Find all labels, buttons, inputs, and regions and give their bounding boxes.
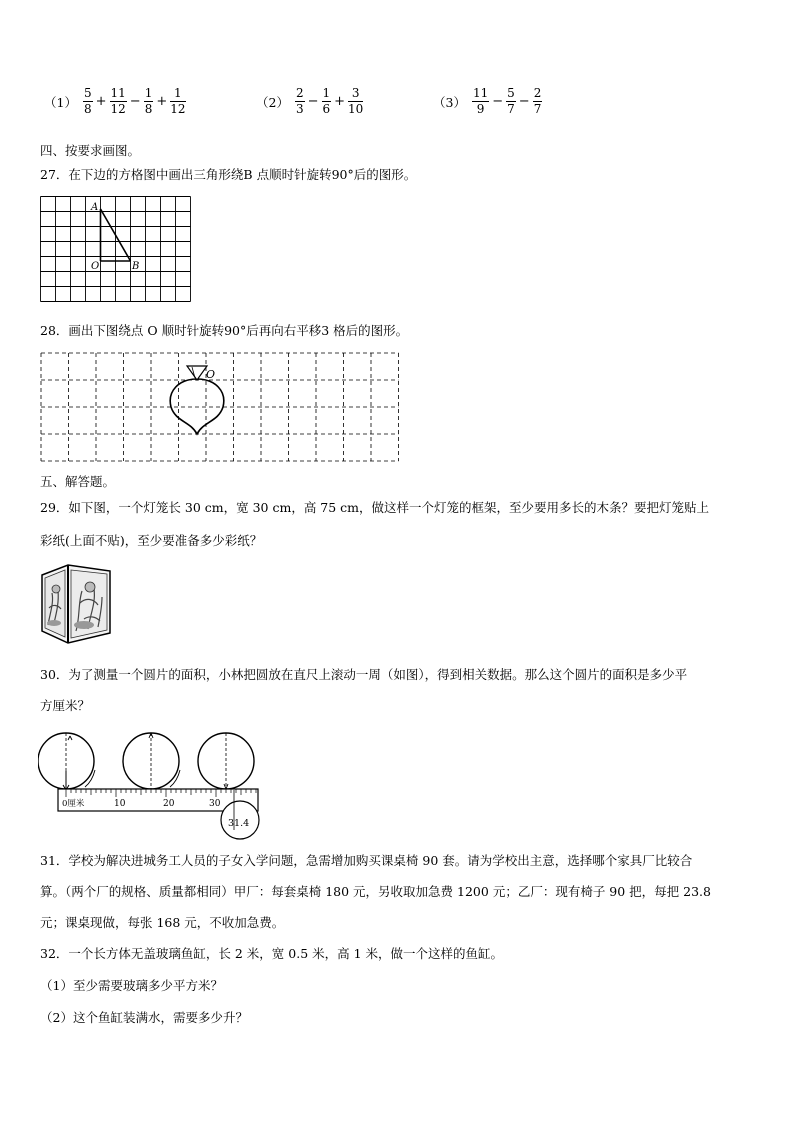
q28-grid-figure xyxy=(40,351,404,465)
fraction xyxy=(472,86,489,117)
question-31-line-3: 元；课桌现做，每张 168 元，不收加急费。 xyxy=(40,915,285,930)
numerator: 11 xyxy=(472,86,489,100)
fraction xyxy=(295,86,305,117)
q27-label-b: B xyxy=(132,261,140,272)
fraction xyxy=(83,86,93,117)
numerator: 1 xyxy=(144,86,153,100)
numerator: 2 xyxy=(295,86,304,100)
question-32: 32．一个长方体无盖玻璃鱼缸，长 2 米，宽 0.5 米，高 1 米，做一个这样的鱼缸。 xyxy=(40,946,504,961)
numerator: 3 xyxy=(348,86,363,102)
denominator: 12 xyxy=(110,102,126,116)
calc-label: （2） xyxy=(256,94,289,110)
numerator: 5 xyxy=(507,86,515,100)
question-32-part-1: （1）至少需要玻璃多少平方米？ xyxy=(40,978,223,993)
question-30-line-2: 方厘米？ xyxy=(40,698,91,713)
ruler-zero-label: 0厘米 xyxy=(62,799,85,809)
calc-label: （1） xyxy=(44,94,77,110)
fraction xyxy=(533,86,543,117)
ruler-tick-10: 10 xyxy=(114,799,126,809)
operator: − xyxy=(129,94,141,109)
rolling-circle-figure xyxy=(38,726,264,842)
ruler-tick-30: 30 xyxy=(209,799,221,809)
denominator: 8 xyxy=(83,102,92,116)
denominator: 7 xyxy=(533,102,542,116)
calc-1 xyxy=(44,86,188,117)
q27-label-o: O xyxy=(91,261,100,272)
numerator: 1 xyxy=(322,86,331,100)
magnifier-reading: 31.4 xyxy=(228,818,250,829)
numerator: 5 xyxy=(83,86,92,100)
denominator: 10 xyxy=(348,102,364,116)
question-29-line-2: 彩纸(上面不贴)，至少要准备多少彩纸？ xyxy=(40,533,263,548)
numerator: 11 xyxy=(110,86,126,100)
denominator: 3 xyxy=(295,102,304,116)
q27-grid-figure xyxy=(40,196,194,306)
fraction xyxy=(322,86,332,117)
section-5-heading: 五、解答题。 xyxy=(40,474,116,489)
question-32-part-2: （2）这个鱼缸装满水，需要多少升？ xyxy=(40,1010,248,1025)
q28-label-o: O xyxy=(206,368,216,381)
calc-label: （3） xyxy=(433,94,466,110)
fraction xyxy=(110,86,127,117)
denominator: 8 xyxy=(144,102,153,116)
numerator: 2 xyxy=(533,86,542,100)
question-27: 27．在下边的方格图中画出三角形绕B 点顺时针旋转90°后的图形。 xyxy=(40,167,417,182)
q27-label-a: A xyxy=(91,202,99,213)
ruler-tick-20: 20 xyxy=(163,799,175,809)
question-28: 28．画出下图绕点 O 顺时针旋转90°后再向右平移3 格后的图形。 xyxy=(40,323,409,338)
fraction xyxy=(348,86,363,117)
lantern-image xyxy=(40,563,112,647)
calc-2 xyxy=(256,86,365,117)
denominator: 6 xyxy=(322,102,331,116)
operator: − xyxy=(492,94,504,109)
section-4-heading: 四、按要求画图。 xyxy=(40,143,141,158)
operator: + xyxy=(156,94,168,109)
question-31-line-2: 算。（两个厂的规格、质量都相同）甲厂：每套桌椅 180 元，另收取加急费 1200 元；乙厂：现有椅子 90 把，每把 23.8 xyxy=(40,884,711,899)
denominator: 12 xyxy=(170,102,186,116)
operator: + xyxy=(95,94,107,109)
operator: + xyxy=(334,94,346,109)
q28-triangle-marker xyxy=(187,366,207,380)
question-30-line-1: 30．为了测量一个圆片的面积，小林把圆放在直尺上滚动一周（如图），得到相关数据。那么这个圆片的面积是多少平 xyxy=(40,667,688,682)
fraction xyxy=(144,86,154,117)
fraction xyxy=(506,86,516,117)
denominator: 7 xyxy=(507,102,515,116)
question-29-line-1: 29．如下图，一个灯笼长 30 cm，宽 30 cm，高 75 cm，做这样一个灯笼的框架，至少要用多长的木条？要把灯笼贴上 xyxy=(40,500,710,515)
calc-3 xyxy=(433,86,544,117)
numerator: 1 xyxy=(170,86,185,102)
operator: − xyxy=(307,94,319,109)
question-31-line-1: 31．学校为解决进城务工人员的子女入学问题，急需增加购买课桌椅 90 套。请为学校出主意，选择哪个家具厂比较合 xyxy=(40,853,693,868)
fraction xyxy=(170,86,185,117)
denominator: 9 xyxy=(476,102,485,116)
operator: − xyxy=(518,94,530,109)
q28-grid-lines xyxy=(41,353,399,461)
q27-grid-lines xyxy=(41,197,191,302)
